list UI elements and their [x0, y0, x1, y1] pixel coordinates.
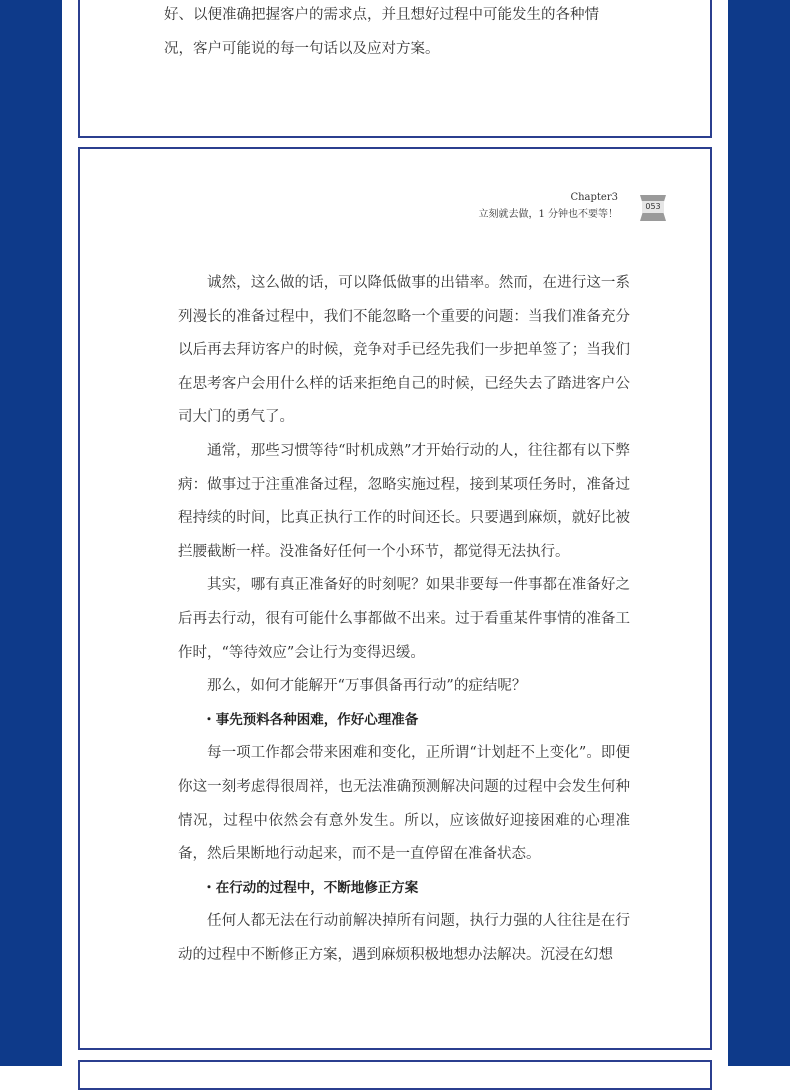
next-page-card [78, 1060, 712, 1090]
page-body [178, 267, 630, 972]
section-heading-1: ・事先预料各种困难，作好心理准备 [202, 711, 419, 728]
paragraph-6: 任何人都无法在行动前解决掉所有问题，执行力强的人往往是在行动的过程中不断修正方案，遇到麻烦积极地想办法解决。沉浸在幻想 [178, 913, 630, 963]
left-blue-background [0, 0, 62, 1066]
previous-page-text [164, 0, 634, 66]
paragraph-3: 其实，哪有真正准备好的时刻呢？如果非要每一件事都在准备好之后再去行动，很有可能什么事都做不出来。过于看重某件事情的准备工作时，“等待效应”会让行为变得迟缓。 [178, 577, 630, 661]
page-number-badge [640, 195, 666, 221]
section-heading-2: ・在行动的过程中，不断地修正方案 [202, 879, 419, 896]
running-header [478, 191, 618, 225]
paragraph-1: 诚然，这么做的话，可以降低做事的出错率。然而，在进行这一系列漫长的准备过程中，我们不能忽略一个重要的问题：当我们准备充分以后再去拜访客户的时候，竞争对手已经先我们一步把单签了；当我们在思考客户会用什么样的话来拒绝自己的时候，已经失去了踏进客户公司大门的勇气了。 [178, 275, 630, 426]
paragraph-5: 每一项工作都会带来困难和变化，正所谓“计划赶不上变化”。即便你这一刻考虑得很周祥，也无法准确预测解决问题的过程中会发生何种情况，过程中依然会有意外发生。所以，应该做好迎接困难的心理准备，然后果断地行动起来，而不是一直停留在准备状态。 [178, 745, 630, 863]
right-blue-background [728, 0, 790, 1066]
previous-line-1: 好、以便准确把握客户的需求点，并且想好过程中可能发生的各种情 [164, 7, 599, 23]
paragraph-2: 通常，那些习惯等待“时机成熟”才开始行动的人，往往都有以下弊病：做事过于注重准备过程，忽略实施过程，接到某项任务时，准备过程持续的时间，比真正执行工作的时间还长。只要遇到麻烦，就好比被拦腰截断一样。没准备好任何一个小环节，都觉得无法执行。 [178, 442, 630, 560]
previous-line-2: 况，客户可能说的每一句话以及应对方案。 [164, 41, 440, 57]
page-number: 053 [645, 202, 661, 211]
chapter-subtitle: 立刻就去做，1 分钟也不要等！ [478, 209, 618, 220]
book-page-card [78, 147, 712, 1050]
chapter-label: Chapter3 [570, 192, 618, 203]
paragraph-4: 那么，如何才能解开“万事俱备再行动”的症结呢？ [207, 678, 527, 695]
previous-page-card [78, 0, 712, 138]
